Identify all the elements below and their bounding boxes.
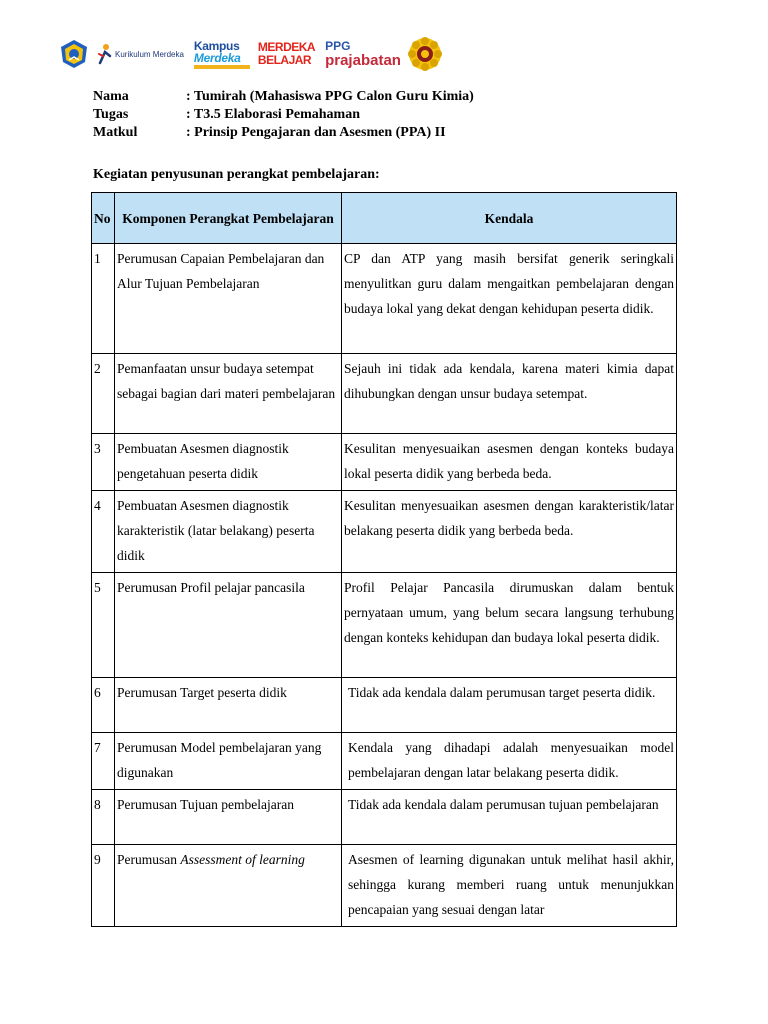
kurikulum-merdeka-text: Kurikulum Merdeka: [115, 49, 184, 59]
cell-no: 1: [92, 244, 115, 354]
table-row: [92, 434, 677, 491]
cell-kendala: Kesulitan menyesuaikan asesmen dengan konteks budaya lokal peserta didik yang berbeda beda.: [342, 434, 677, 491]
cell-no: 9: [92, 845, 115, 927]
matkul-label: Matkul: [93, 125, 138, 140]
section-subtitle: Kegiatan penyusunan perangkat pembelajaran:: [93, 167, 380, 182]
nama-label: Nama: [93, 89, 129, 104]
kampus-text: Kampus: [193, 38, 240, 53]
cell-komponen: Perumusan Target peserta didik: [115, 678, 342, 733]
university-seal-logo: [407, 36, 443, 72]
cell-kendala: Kendala yang dihadapi adalah menyesuaikan model pembelajaran dengan latar belakang peserta didik.: [342, 733, 677, 790]
kurikulum-figure-icon: [98, 43, 112, 65]
prajabatan-text: prajabatan: [325, 52, 401, 69]
cell-komponen: Pembuatan Asesmen diagnostik karakteristik (latar belakang) peserta didik: [115, 491, 342, 573]
cell-komponen: Perumusan Profil pelajar pancasila: [115, 573, 342, 678]
cell-kendala: Profil Pelajar Pancasila dirumuskan dalam bentuk pernyataan umum, yang belum secara langsung terhubung dengan konteks kehidupan dan budaya lokal peserta didik.: [342, 573, 677, 678]
kemdikbud-logo: [58, 36, 98, 72]
header-kendala: Kendala: [342, 193, 677, 244]
tugas-label: Tugas: [93, 107, 129, 122]
cell-kendala: Sejauh ini tidak ada kendala, karena materi kimia dapat dihubungkan dengan unsur budaya setempat.: [342, 354, 677, 434]
cell-komponen: [115, 845, 342, 927]
cell-kendala: Tidak ada kendala dalam perumusan target peserta didik.: [342, 678, 677, 733]
merdeka-text: Merdeka: [193, 50, 241, 65]
cell-komponen: Pembuatan Asesmen diagnostik pengetahuan peserta didik: [115, 434, 342, 491]
cell-no: 8: [92, 790, 115, 845]
kemdikbud-emblem-icon: [58, 38, 90, 70]
kurikulum-merdeka-logo: [98, 36, 184, 72]
table-row: [92, 354, 677, 434]
ppg-text: PPG: [325, 39, 351, 53]
table-row: [92, 491, 677, 573]
identity-block: [93, 88, 474, 142]
merdeka-belajar-logo: [258, 36, 315, 72]
tugas-row: [93, 106, 474, 124]
table-row: [92, 733, 677, 790]
cell-kendala: Asesmen of learning digunakan untuk melihat hasil akhir, sehingga kurang memberi ruang untuk menunjukkan pencapaian yang sesuai dengan latar: [342, 845, 677, 927]
merdeka-belajar-line1: MERDEKA: [257, 40, 316, 54]
table-row: [92, 845, 677, 927]
kendala-table: [91, 192, 677, 927]
tugas-value: : T3.5 Elaborasi Pemahaman: [186, 107, 360, 122]
table-row: [92, 790, 677, 845]
nama-row: [93, 88, 474, 106]
cell-komponen: Pemanfaatan unsur budaya setempat sebagai bagian dari materi pembelajaran: [115, 354, 342, 434]
cell-no: 5: [92, 573, 115, 678]
cell-no: 7: [92, 733, 115, 790]
cell-kendala: Tidak ada kendala dalam perumusan tujuan pembelajaran: [342, 790, 677, 845]
kampus-merdeka-logo: [194, 36, 250, 72]
table-row: [92, 678, 677, 733]
cell-komponen: Perumusan Capaian Pembelajaran dan Alur Tujuan Pembelajaran: [115, 244, 342, 354]
cell-kendala: Kesulitan menyesuaikan asesmen dengan karakteristik/latar belakang peserta didik yang berbeda beda.: [342, 491, 677, 573]
matkul-value: : Prinsip Pengajaran dan Asesmen (PPA) II: [186, 125, 446, 140]
logo-strip: [58, 36, 443, 72]
matkul-row: [93, 124, 474, 142]
table-header-row: [92, 193, 677, 244]
table-row: [92, 244, 677, 354]
cell-komponen: Perumusan Tujuan pembelajaran: [115, 790, 342, 845]
ppg-prajabatan-logo: [325, 36, 401, 72]
header-komponen: Komponen Perangkat Pembelajaran: [115, 193, 342, 244]
komponen-prefix: Perumusan: [117, 852, 181, 867]
cell-no: 4: [92, 491, 115, 573]
kampus-merdeka-underline: [194, 65, 250, 69]
header-no: No: [92, 193, 115, 244]
nama-value: : Tumirah (Mahasiswa PPG Calon Guru Kimia): [186, 89, 474, 104]
cell-no: 2: [92, 354, 115, 434]
cell-komponen: Perumusan Model pembelajaran yang digunakan: [115, 733, 342, 790]
cell-no: 3: [92, 434, 115, 491]
merdeka-belajar-line2: BELAJAR: [257, 53, 312, 67]
komponen-italic: Assessment of learning: [180, 852, 305, 867]
cell-no: 6: [92, 678, 115, 733]
table-row: [92, 573, 677, 678]
cell-kendala: CP dan ATP yang masih bersifat generik seringkali menyulitkan guru dalam mengaitkan pembelajaran dengan budaya lokal yang dekat dengan kehidupan peserta didik.: [342, 244, 677, 354]
university-seal-icon: [407, 36, 443, 72]
